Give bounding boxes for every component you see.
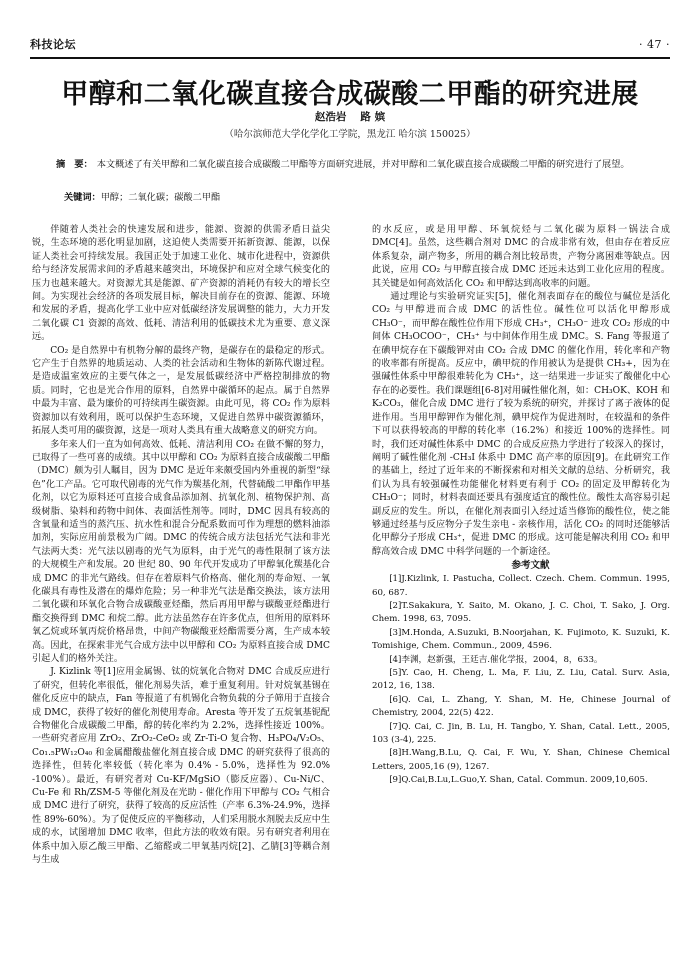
keywords-label: 关键词： [64, 192, 101, 203]
author-1: 赵浩岩 [314, 111, 347, 123]
reference-item: [1]J.Kizlink, I. Pastucha, Collect. Czech. Chem. Commun. 1995, 60, 687. [372, 574, 670, 598]
reference-item: [9]Q.Cai,B.Lu,L.Guo,Y. Shan, Catal. Commun. 2009,10,605. [389, 775, 648, 786]
left-column [32, 224, 330, 868]
abstract [56, 158, 664, 172]
body-paragraph: 多年来人们一直为如何高效、低耗、清洁利用 CO₂ 在做不懈的努力，已取得了一些可喜的成绩。其中以甲醇和 CO₂ 为原料直接合成碳酸二甲酯（DMC）颇为引人瞩目，因为 DMC 是近年来颇受国内外重视的新型“绿色”化工产品。它可取代剧毒的光气作为羰基化剂，代替硫酸二甲酯作甲基化剂，以它为原料还可直接合成食品添加剂、抗氧化剂、植物保护剂、高级树脂、染料和药物中间体、表面活性剂等。同时，DMC 因具有较高的含氧量和适当的蒸汽压、抗水性和混合分配系数而可作为理想的燃料油添加剂，实际应用前景极为广阔。DMC 的传统合成方法包括光气法和非光气法两大类：光气法以剧毒的光气为原料，由于光气的毒性限制了该方法的大规模生产和发展。20 世纪 80、90 年代开发成功了甲醇氧化羰基化合成 DMC 的非光气路线。但存在着原料气价格高、催化剂的寿命短、一氧化碳具有毒性及潜在的爆炸危险；另一种非光气法是酯交换法，该方法用二氧化碳和环氧化合物合成碳酸亚烃酯，然后再用甲醇与碳酸亚烃酯进行酯交换得到 DMC 和烷二醇。此方法虽然存在许多优点，但所用的原料环氧乙烷或环氧丙烷价格昂贵，中间产物碳酸亚烃酯需要分离，生产成本较高。因此，在探索非光气合成方法中以甲醇和 CO₂ 为原料直接合成 DMC 引起人们的格外关注。 [32, 439, 331, 664]
page-number: · 47 · [639, 37, 670, 51]
body-paragraph: CO₂ 是自然界中有机物分解的最终产物，是碳存在的最稳定的形式。它产生于自然界的地质运动、人类的社会活动和生物体的新陈代谢过程。是造成温室效应的主要气体之一，是发展低碳经济中严格控制排放的物质。同时，它也是光合作用的原料，自然界中碳循环的起点。属于自然界中最为丰富、最为廉价的可持续再生碳资源。由此可见，将 CO₂ 作为原料资源加以有效利用，既可以保护生态环境，又促进自然界中碳资源循环，拓展人类可用的碳资源，这是一项对人类具有重大战略意义的研究方向。 [32, 345, 330, 437]
keywords [64, 189, 664, 203]
right-column [372, 224, 670, 788]
affiliation: （哈尔滨师范大学化学化工学院，黑龙江 哈尔滨 150025） [224, 129, 476, 140]
journal-section: 科技论坛 [30, 38, 76, 51]
references-heading: 参考文献 [511, 560, 550, 572]
authors [30, 109, 670, 124]
reference-item: [8]H.Wang,B.Lu, Q. Cai, F. Wu, Y. Shan, Chinese Chemical Letters, 2005,16 (9), 1267. [372, 748, 670, 772]
reference-item: [6]Q. Cai, L. Zhang, Y. Shan, M. He, Chinese Journal of Chemistry, 2004, 22(5) 422. [372, 694, 670, 719]
abstract-label: 摘 要： [56, 159, 93, 170]
body-paragraph: 伴随着人类社会的快速发展和进步，能源、资源的供需矛盾日益尖锐，生态环境的恶化明显加剧，这迫使人类需要开拓新资源、能源，以保证人类社会可持续发展。我国正处于加速工业化、城市化进程中，资源供给与经济发展需求间的矛盾越来越突出，环境保护和应对全球气候变化的压力也越来越大。对资源尤其是能源、矿产资源的消耗仍有较大的增长空间。为实现社会经济的各项发展目标，解决目前存在的资源、能源、环境和发展的矛盾，提高化学工业中应对低碳经济发展调整的能力，大力开发二氧化碳 C1 资源的高效、低耗、清洁利用的低碳技术尤为重要、意义深远。 [32, 225, 330, 343]
abstract-text: 本文概述了有关甲醇和二氧化碳直接合成碳酸二甲酯等方面研究进展，并对甲醇和二氧化碳直接合成碳酸二甲酯的研究进行了展望。 [96, 159, 630, 170]
reference-item: [2]T.Sakakura, Y. Saito, M. Okano, J. C. Choi, T. Sako, J. Org. Chem. 1998, 63, 7095. [372, 600, 670, 625]
body-paragraph: 的水反应，或是用甲醇、环氧烷烃与二氧化碳为原料一锅法合成 DMC[4]。虽然，这些耦合剂对 DMC 的合成非常有效，但由存在着反应体系复杂，副产物多，所用的耦合剂比较昂贵，产物分离困难等缺点。因此说，应用 CO₂ 与甲醇直接合成 DMC 还远未达到工业化应用的程度。其关键是如何高效活化 CO₂ 和甲醇达到高收率的问题。 [372, 225, 670, 289]
paper-title: 甲醇和二氧化碳直接合成碳酸二甲酯的研究进展 [61, 79, 639, 110]
reference-item: [7]Q. Cai, C. Jin, B. Lu, H. Tangbo, Y. Shan, Catal. Lett., 2005, 103 (3-4), 225. [372, 721, 670, 746]
keywords-text: 甲醇；二氧化碳；碳酸二甲酯 [100, 192, 221, 203]
reference-item: [3]M.Honda, A.Suzuki, B.Noorjahan, K. Fujimoto, K. Suzuki, K. Tomishige, Chem. Commun., 2009, 4596. [372, 627, 670, 652]
reference-item: [5]Y. Cao, H. Cheng, L. Ma, F. Liu, Z. Liu, Catal. Surv. Asia, 2012, 16, 138. [372, 668, 670, 692]
reference-item: [4]李渊，赵新强，王廷吉.催化学报，2004，8，633。 [389, 654, 603, 665]
author-2: 路 嫔 [360, 111, 386, 123]
body-paragraph: 通过理论与实验研究证实[5]，催化剂表面存在的酸位与碱位是活化 CO₂ 与甲醇进而合成 DMC 的活性位。碱性位可以活化甲醇形成 CH₃O⁻，而甲醇在酸性位作用下形成 CH₃⁺，CH₃O⁻ 进攻 CO₂ 形成的中间体 CH₃OCOO⁻，CH₃⁺ 与中间体作用生成 DMC。S. Fang 等报道了在碘甲烷存在下碳酸钾对由 CO₂ 合成 DMC 的催化作用，转化率和产物的收率都有所提高。反应中，碘甲烷的作用被认为是提供 CH₃+，因为在强碱性体系中甲醇很难转化为 CH₃⁺，这一结果进一步证实了酸催化中心存在的必要性。我们课题组[6-8]对用碱性催化剂，如：CH₃OK、KOH 和 K₂CO₃，催化合成 DMC 进行了较为系统的研究，并探讨了离子液体的促进作用。当用甲醇钾作为催化剂，碘甲烷作为促进剂时，在较温和的条件下可以获得较高的甲醇的转化率（16.2%）和接近 100%的选择性。同时，我们还对碱性体系中 DMC 的合成反应热力学进行了较深入的探讨，阐明了碱性催化剂 -CH₃I 体系中 DMC 高产率的原因[9]。在此研究工作的基础上，经过了近年来的不断探索和对相关文献的总结、分析研究，我们认为具有较强碱性功能催化材料更有利于 CO₂ 的固定及甲醇转化为 CH₃O⁻；同时，材料表面还要具有强度适宜的酸性位。酸性太高容易引起副反应的发生。所以，在催化剂表面引入经过适当修饰的酸性位，使之能够通过经基与反应物分子发生亲电 - 亲核作用，活化 CO₂ 的同时还能够活化甲醇分子形成 CH₃⁺，促进 DMC 的形成。这可能是解决利用 CO₂ 和甲醇高效合成 DMC 中科学问题的一个新途径。 [372, 292, 670, 557]
body-paragraph: J. Kizlink 等[1]应用金属锡、钛的烷氧化合物对 DMC 合成反应进行了研究，但转化率很低，催化剂易失活，难于重复利用。针对烷氧基锡在催化反应中的缺点，Fan 等报道了有机锡化合物负载的分子筛用于直接合成 DMC，获得了较好的催化剂使用寿命。Aresta 等开发了五烷氧基铌配合物催化合成碳酸二甲酯，醇的转化率约为 2.2%，选择性接近 100%。一些研究者应用 ZrO₂、ZrO₂-CeO₂ 或 Zr-Ti-O 复合物、H₃PO₄/V₂O₅、Co₁.₅PW₁₂O₄₀ 和金属醋酸盐催化剂直接合成 DMC 的研究获得了很高的选择性，但转化率较低（转化率为 0.4% - 5.0%，选择性为 92.0% -100%）。最近，有研究者对 Cu-KF/MgSiO（膨反应器）、Cu-Ni/C、Cu-Fe 和 Rh/ZSM-5 等催化剂及在光助 - 催化作用下甲醇与 CO₂ 气相合成 DMC 进行了研究，获得了较高的反应活性（产率 6.3%-24.9%，选择性 89%-60%）。为了促使反应的平衡移动，人们采用脱水剂脱去反应中生成的水，试图增加 DMC 收率，但此方法的收效有限。另有研究者利用在体系中加入原乙酸三甲酯、乙缩醛或二甲氧基丙烷[2]、乙腈[3]等耦合剂与生成 [32, 667, 330, 866]
running-header [30, 36, 670, 52]
header-rule [30, 57, 670, 59]
